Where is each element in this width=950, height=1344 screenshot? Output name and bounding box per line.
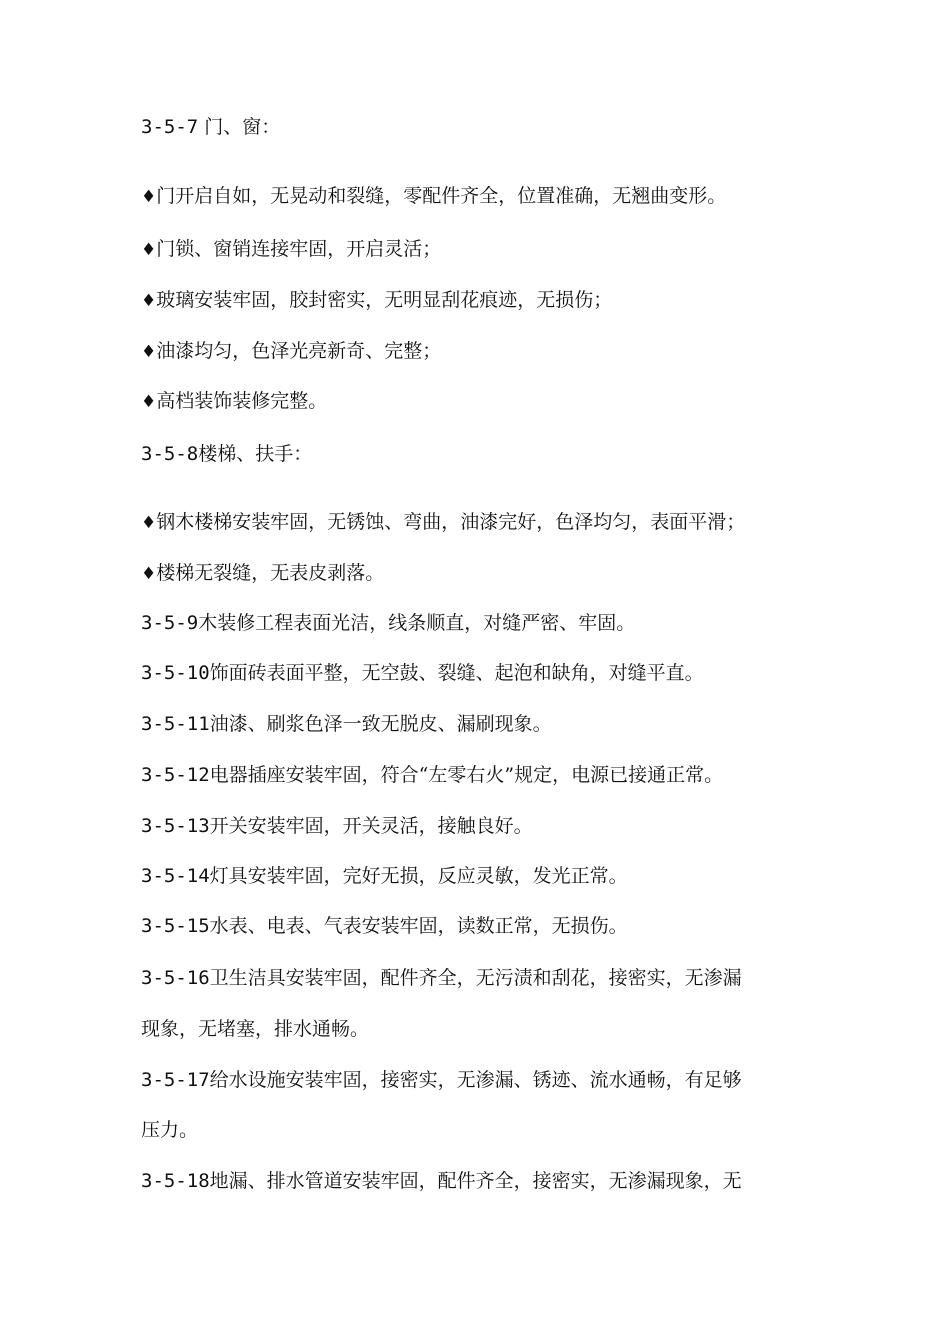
clause-number: 3-5-10	[141, 662, 210, 684]
diamond-bullet-icon: ♦	[141, 392, 157, 412]
clause-number: 3-5-16	[141, 967, 210, 989]
clause-text: 油漆、刷浆色泽一致无脱皮、漏刷现象。	[209, 713, 552, 735]
clause-text: 地漏、排水管道安装牢固，配件齐全，接密实，无渗漏现象，无	[209, 1170, 742, 1192]
clause-text: 灯具安装牢固，完好无损，反应灵敏，发光正常。	[209, 865, 628, 887]
bullet-text: 油漆均匀，色泽光亮新奇、完整；	[156, 340, 442, 362]
clause-text: 电器插座安装牢固，符合“左零右火”规定，电源已接通正常。	[209, 764, 724, 786]
clause-number: 3-5-15	[141, 915, 210, 937]
bullet-item	[141, 389, 327, 414]
clause-text: 木装修工程表面光洁，线条顺直，对缝严密、牢固。	[198, 612, 636, 634]
clause-number: 3-5-13	[141, 815, 210, 837]
clause-text: 给水设施安装牢固，接密实，无渗漏、锈迹、流水通畅，有足够	[209, 1069, 742, 1091]
clause-continuation	[141, 1118, 198, 1142]
clause-text: 饰面砖表面平整，无空鼓、裂缝、起泡和缺角，对缝平直。	[209, 662, 704, 684]
clause-3-5-11	[141, 712, 552, 736]
diamond-bullet-icon: ♦	[141, 342, 157, 362]
bullet-item	[141, 184, 726, 209]
clause-number: 3-5-8	[141, 443, 199, 465]
section-heading-3-5-8	[141, 442, 312, 466]
clause-number: 3-5-18	[141, 1170, 210, 1192]
diamond-bullet-icon: ♦	[141, 187, 157, 207]
clause-number: 3-5-7	[141, 116, 199, 138]
section-heading-3-5-7	[141, 115, 280, 139]
bullet-item	[141, 339, 441, 364]
clause-text: 现象，无堵塞，排水通畅。	[141, 1018, 370, 1040]
clause-3-5-13	[141, 814, 533, 838]
bullet-text: 门锁、窗销连接牢固，开启灵活；	[156, 238, 442, 260]
bullet-text: 楼梯无裂缝，无表皮剥落。	[156, 562, 385, 584]
clause-3-5-18	[141, 1169, 742, 1193]
clause-number: 3-5-9	[141, 612, 199, 634]
clause-3-5-14	[141, 864, 628, 888]
clause-text: 楼梯、扶手：	[198, 443, 313, 465]
clause-number: 3-5-17	[141, 1069, 210, 1091]
bullet-item	[141, 561, 384, 586]
clause-number: 3-5-11	[141, 713, 210, 735]
clause-3-5-9	[141, 611, 635, 635]
clause-text: 开关安装牢固，开关灵活，接触良好。	[209, 815, 533, 837]
clause-continuation	[141, 1017, 369, 1041]
bullet-item	[141, 288, 612, 313]
clause-3-5-17	[141, 1068, 742, 1092]
bullet-item	[141, 510, 745, 535]
diamond-bullet-icon: ♦	[141, 513, 157, 533]
clause-text: 卫生洁具安装牢固，配件齐全，无污渍和刮花，接密实，无渗漏	[209, 967, 742, 989]
diamond-bullet-icon: ♦	[141, 291, 157, 311]
clause-text: 压力。	[141, 1119, 199, 1141]
bullet-text: 钢木楼梯安装牢固，无锈蚀、弯曲，油漆完好，色泽均匀，表面平滑；	[156, 511, 746, 533]
clause-3-5-12	[141, 763, 723, 787]
diamond-bullet-icon: ♦	[141, 240, 157, 260]
clause-3-5-15	[141, 914, 628, 938]
clause-number: 3-5-14	[141, 865, 210, 887]
clause-text: 门、窗：	[198, 116, 281, 138]
bullet-text: 玻璃安装牢固，胶封密实，无明显刮花痕迹，无损伤；	[156, 289, 613, 311]
diamond-bullet-icon: ♦	[141, 564, 157, 584]
bullet-text: 高档装饰装修完整。	[156, 390, 328, 412]
clause-text: 水表、电表、气表安装牢固，读数正常，无损伤。	[209, 915, 628, 937]
bullet-item	[141, 237, 441, 262]
bullet-text: 门开启自如，无晃动和裂缝，零配件齐全，位置准确，无翘曲变形。	[156, 185, 727, 207]
clause-3-5-16	[141, 966, 742, 990]
clause-number: 3-5-12	[141, 764, 210, 786]
clause-3-5-10	[141, 661, 704, 685]
